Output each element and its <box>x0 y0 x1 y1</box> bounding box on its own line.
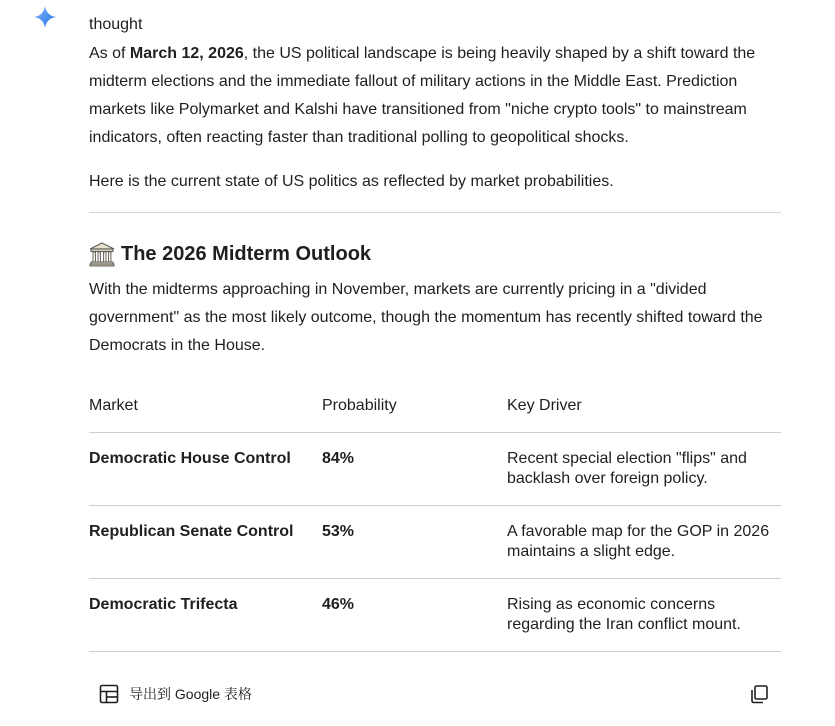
thought-label[interactable]: thought <box>89 16 143 33</box>
bank-icon <box>89 241 115 267</box>
table-row <box>89 433 781 506</box>
intro-date: March 12, 2026 <box>129 45 244 62</box>
intro-rest: , the US political landscape is being heavily shaped by a shift toward the midterm elections and the immediate fallout of military actions in the Middle East. Prediction markets like Polymarket and Kalshi have transitioned from "niche crypto tools" to mainstream indicators, often reacting faster than traditional polling to geopolitical shocks. <box>89 45 756 146</box>
export-to-sheets-button[interactable] <box>99 684 252 704</box>
section-heading <box>89 241 781 267</box>
table-actions <box>89 684 781 706</box>
market-cell: Democratic Trifecta <box>89 579 322 652</box>
export-label: 导出到 Google 表格 <box>129 686 252 702</box>
probability-cell: 46% <box>322 579 507 652</box>
table-header-row <box>89 396 781 433</box>
table-row <box>89 579 781 652</box>
intro-second-paragraph: Here is the current state of US politics as reflected by market probabilities. <box>89 173 614 190</box>
driver-cell: Recent special election "flips" and backlash over foreign policy. <box>507 433 781 506</box>
intro-prefix: As of <box>89 45 130 62</box>
section-title: The 2026 Midterm Outlook <box>121 243 372 265</box>
table-row <box>89 506 781 579</box>
intro-paragraph <box>89 40 781 152</box>
section-divider <box>89 212 781 213</box>
markets-table <box>89 396 781 652</box>
market-cell: Democratic House Control <box>89 433 322 506</box>
driver-cell: Rising as economic concerns regarding the Iran conflict mount. <box>507 579 781 652</box>
sheets-grid-icon <box>99 684 119 704</box>
market-cell: Republican Senate Control <box>89 506 322 579</box>
copy-icon[interactable] <box>749 684 769 704</box>
header-key-driver: Key Driver <box>507 396 781 433</box>
probability-cell: 84% <box>322 433 507 506</box>
header-market: Market <box>89 396 322 433</box>
probability-cell: 53% <box>322 506 507 579</box>
driver-cell: A favorable map for the GOP in 2026 maintains a slight edge. <box>507 506 781 579</box>
sparkle-icon <box>33 5 57 29</box>
section-body: With the midterms approaching in November, markets are currently pricing in a "divided government" as the most likely outcome, though the momentum has recently shifted toward the Democrats in the House. <box>89 281 763 354</box>
header-probability: Probability <box>322 396 507 433</box>
response-body <box>89 0 781 652</box>
